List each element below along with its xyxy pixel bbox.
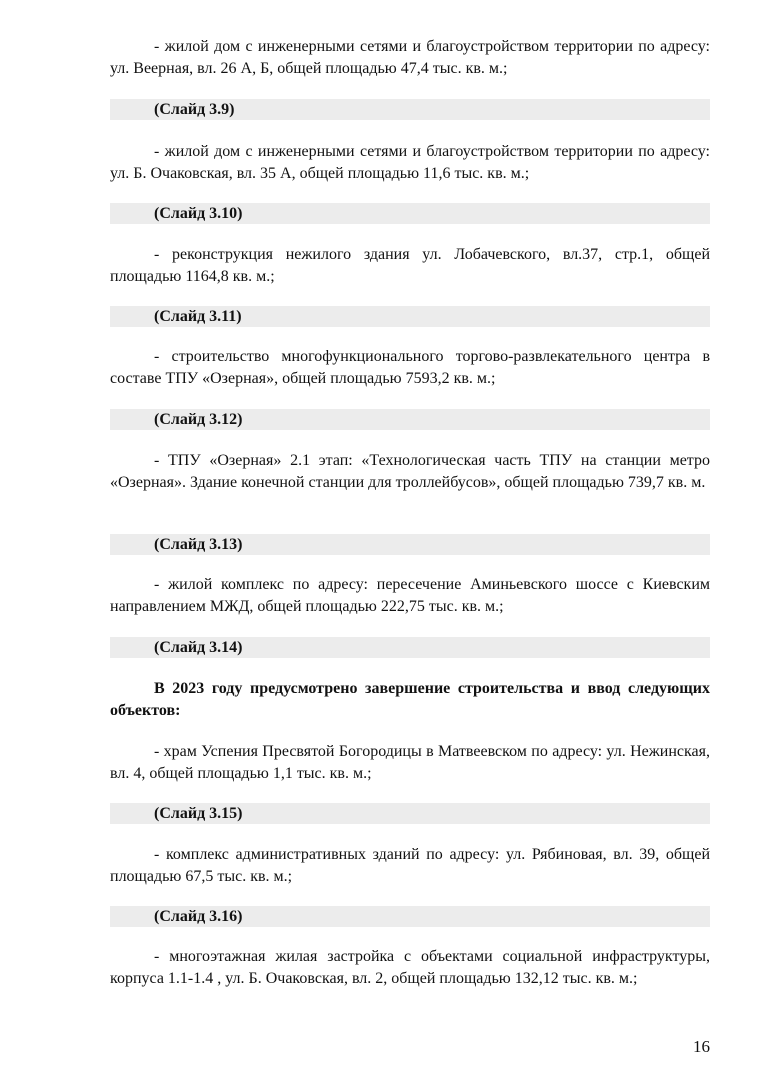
slide-label-3-14: (Слайд 3.14) [110,637,710,658]
slide-label-3-10: (Слайд 3.10) [110,203,710,224]
paragraph-ozernaya-trc: - строительство многофункционального торгово-развлекательного центра в составе ТПУ «Озерная», общей площадью 7593,2 кв. м.; [110,348,710,387]
paragraph-aminyevskoe: - жилой комплекс по адресу: пересечение Аминьевского шоссе с Киевским направлением МЖД, общей площадью 222,75 тыс. кв. м.; [110,576,710,615]
paragraph-ochakovskaya-35a: - жилой дом с инженерными сетями и благоустройством территории по адресу: ул. Б. Очаковская, вл. 35 А, общей площадью 11,6 тыс. кв. м.; [110,143,710,182]
slide-label-3-12: (Слайд 3.12) [110,409,710,430]
slide-label-3-13: (Слайд 3.13) [110,534,710,555]
slide-label-3-9: (Слайд 3.9) [110,99,710,120]
slide-label-3-11: (Слайд 3.11) [110,306,710,327]
page-number: 16 [693,1037,710,1056]
paragraph-lobachevskogo: - реконструкция нежилого здания ул. Лобачевского, вл.37, стр.1, общей площадью 1164,8 кв. м.; [110,246,710,285]
paragraph-ochakovskaya-2: - многоэтажная жилая застройка с объектами социальной инфраструктуры, корпуса 1.1-1.4 , ул. Б. Очаковская, вл. 2, общей площадью 132,12 тыс. кв. м.; [110,948,710,987]
paragraph-ozernaya-tpu: - ТПУ «Озерная» 2.1 этап: «Технологическая часть ТПУ на станции метро «Озерная». Здание конечной станции для троллейбусов», общей площадью 739,7 кв. м. [110,452,710,491]
paragraph-veernaya: - жилой дом с инженерными сетями и благоустройством территории по адресу: ул. Веерная, вл. 26 А, Б, общей площадью 47,4 тыс. кв. м.; [110,38,710,77]
slide-label-3-15: (Слайд 3.15) [110,803,710,824]
slide-label-3-16: (Слайд 3.16) [110,906,710,927]
heading-2023-completion: В 2023 году предусмотрено завершение строительства и ввод следующих объектов: [110,680,710,719]
paragraph-hram-uspeniya: - храм Успения Пресвятой Богородицы в Матвеевском по адресу: ул. Нежинская, вл. 4, общей площадью 1,1 тыс. кв. м.; [110,743,710,782]
paragraph-ryabinovaya: - комплекс административных зданий по адресу: ул. Рябиновая, вл. 39, общей площадью 67,5 тыс. кв. м.; [110,846,710,885]
